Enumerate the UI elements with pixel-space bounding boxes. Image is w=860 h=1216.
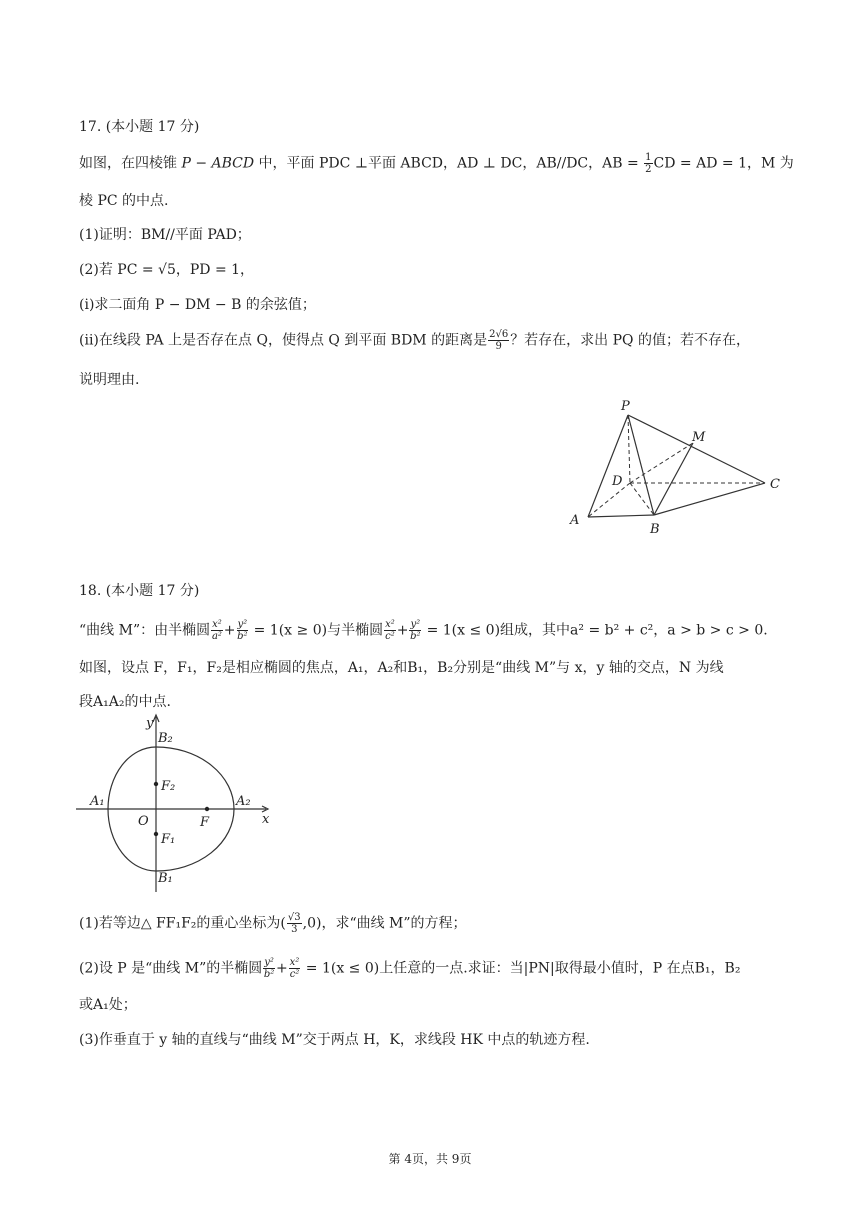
- label-a1: A₁: [90, 794, 105, 809]
- q17-part2: (2)若 PC = √5，PD = 1，: [79, 262, 255, 278]
- label-o: O: [138, 814, 149, 829]
- q18-part3: (3)作垂直于 y 轴的直线与“曲线 M”交于两点 H，K，求线段 HK 中点的轨迹方程.: [79, 1032, 590, 1048]
- focus-f2-dot: [154, 782, 158, 786]
- pyramid-figure: [560, 395, 790, 540]
- fraction: $\frac{√3}{3}$: [287, 912, 301, 935]
- curve-m-figure: [76, 712, 276, 892]
- label-a: A: [570, 513, 580, 528]
- page-footer: 第 4页，共 9页: [388, 1152, 472, 1166]
- q18-line2: 如图，设点 F，F₁，F₂是相应椭圆的焦点，A₁，A₂和B₁，B₂分别是“曲线 M”与 x，y 轴的交点，N 为线: [79, 660, 724, 676]
- label-c: C: [770, 477, 780, 492]
- label-f1: F₁: [161, 832, 176, 847]
- edge-pa: [588, 415, 628, 517]
- q17-part2i: (i)求二面角 P − DM − B 的余弦值；: [79, 297, 316, 313]
- q18-line3: 段A₁A₂的中点.: [79, 694, 171, 710]
- q18-part1: (1)若等边△ FF₁F₂的重心坐标为( $\frac{√3}{3}$ ,0)，求“曲线 M”的方程；: [79, 912, 467, 935]
- q17-part2ii: (ii)在线段 PA 上是否存在点 Q，使得点 Q 到平面 BDM 的距离是 $\frac{2√6}{9}$ ？若存在，求出 PQ 的值；若不存在，: [79, 329, 750, 352]
- edge-ab: [588, 515, 654, 517]
- q18-line1: “曲线 M”：由半椭圆 $\frac{\text{x²}}{\text{a²}}$ + $\frac{\text{y²}}{\text{b²}}$ = 1(x ≥ 0)与半椭圆 $\frac{\text{x²}}{\text{c²}}$ + $\frac{\text{y²}}{\text{b²}}$ = 1(x ≤ 0)组成，其中a² = b² + c²，a > b > c > 0.: [79, 619, 768, 642]
- label-m: M: [692, 430, 706, 445]
- fraction: $\frac{1}{2}$: [645, 152, 652, 175]
- q18-header: 18. (本小题 17 分): [79, 583, 200, 599]
- label-b1: B₁: [158, 871, 173, 886]
- q18-part2-cont: 或A₁处；: [79, 997, 137, 1013]
- q18-part2: (2)设 P 是“曲线 M”的半椭圆 $\frac{\text{y²}}{\text{b²}}$ + $\frac{\text{x²}}{\text{c²}}$ = 1(x ≤ 0)上任意的一点.求证：当|PN|取得最小值时，P 在点B₁，B₂: [79, 957, 741, 980]
- label-b2: B₂: [158, 731, 173, 746]
- label-p: P: [621, 399, 630, 414]
- label-f: F: [200, 815, 210, 830]
- label-d: D: [612, 474, 623, 489]
- label-f2: F₂: [161, 779, 176, 794]
- edge-dm: [630, 443, 693, 483]
- edge-pc: [628, 415, 765, 483]
- label-a2: A₂: [236, 794, 251, 809]
- focus-f-dot: [205, 807, 209, 811]
- q17-line2: 棱 PC 的中点.: [79, 193, 169, 209]
- edge-pd: [628, 415, 630, 483]
- q17-part1: (1)证明：BM//平面 PAD；: [79, 227, 251, 243]
- q17-header: 17. (本小题 17 分): [79, 119, 200, 135]
- label-b: B: [650, 522, 660, 537]
- focus-f1-dot: [154, 832, 158, 836]
- q17-part2ii-cont: 说明理由.: [79, 372, 140, 388]
- fraction: $\frac{2√6}{9}$: [489, 329, 509, 352]
- q17-line1: 如图，在四棱锥 P − ABCD 中，平面 PDC ⊥平面 ABCD，AD ⊥ DC，AB//DC，AB = $\frac{1}{2}$ CD = AD = 1，M 为: [79, 152, 794, 175]
- label-y: y: [146, 716, 154, 731]
- edge-bm: [654, 443, 693, 515]
- label-x: x: [262, 812, 270, 827]
- edge-pb: [628, 415, 654, 515]
- edge-bc: [654, 483, 765, 515]
